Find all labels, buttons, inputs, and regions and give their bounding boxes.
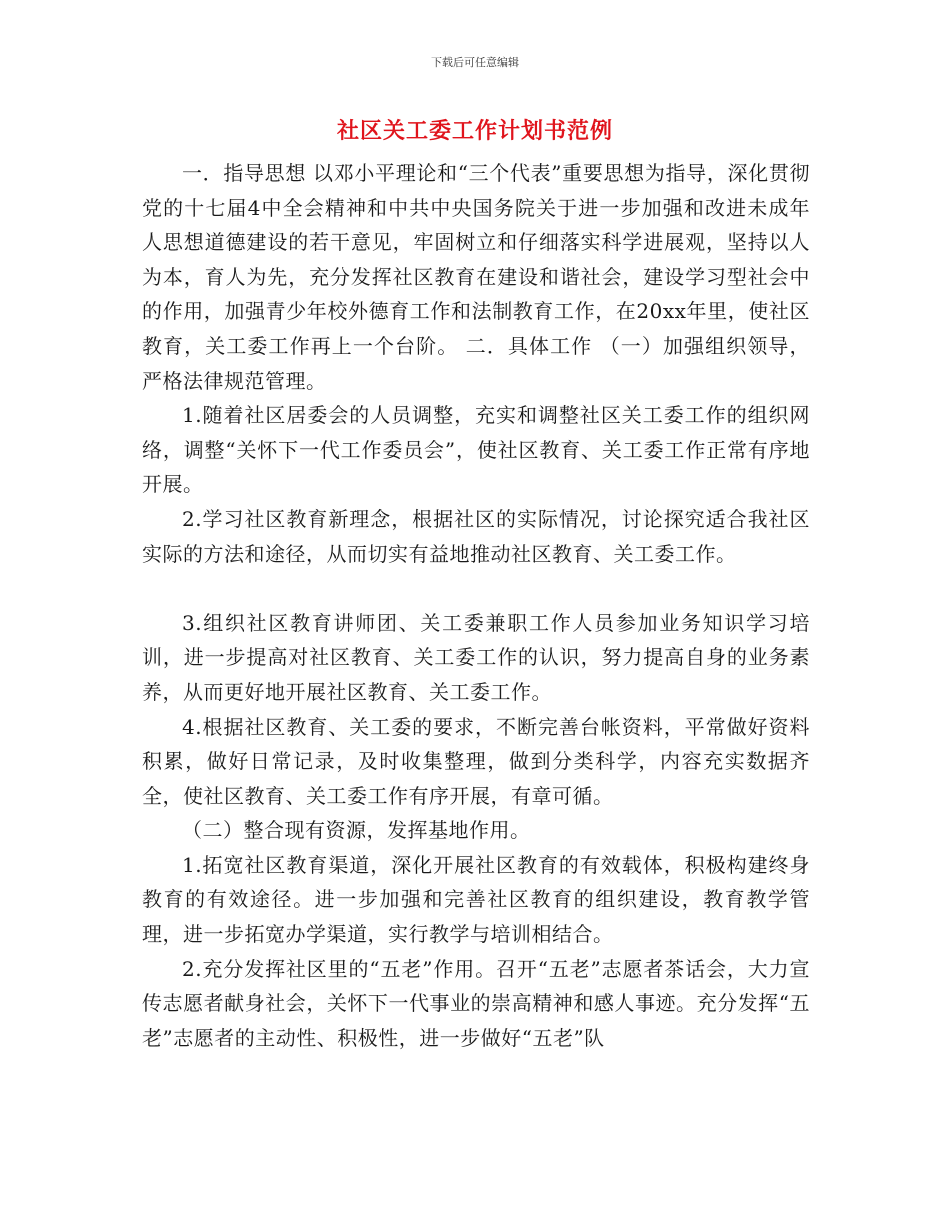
paragraph-section2-item-1: 1.拓宽社区教育渠道，深化开展社区教育的有效载体，积极构建终身教育的有效途径。进一步加强和完善社区教育的组织建设，教育教学管理，进一步拓宽办学渠道，实行教学与培训相结合。 — [142, 852, 810, 947]
paragraph-item-1: 1.随着社区居委会的人员调整，充实和调整社区关工委工作的组织网络，调整“关怀下一代工作委员会”，使社区教育、关工委工作正常有序地开展。 — [142, 403, 810, 497]
header-note: 下载后可任意编辑 — [431, 56, 519, 69]
paragraph-guiding-ideology: 一．指导思想 以邓小平理论和“三个代表”重要思想为指导，深化贯彻党的十七届4中全会精神和中共中央国务院关于进一步加强和改进未成年人思想道德建设的若干意见，牢固树立和仔细落实科学进展观，坚持以人为本，育人为先，充分发挥社区教育在建设和谐社会，建设学习型社会中的作用，加强青少年校外德育工作和法制教育工作，在20xx年里，使社区教育，关工委工作再上一个台阶。 二．具体工作 （一）加强组织领导，严格法律规范管理。 — [142, 161, 810, 393]
paragraph-item-2: 2.学习社区教育新理念，根据社区的实际情况，讨论探究适合我社区实际的方法和途径，从而切实有益地推动社区教育、关工委工作。 — [142, 506, 810, 566]
document-title: 社区关工委工作计划书范例 — [336, 119, 613, 144]
paragraph-item-4: 4.根据社区教育、关工委的要求，不断完善台帐资料，平常做好资料积累，做好日常记录，及时收集整理，做到分类科学，内容充实数据齐全，使社区教育、关工委工作有序开展，有章可循。 — [142, 714, 810, 808]
document-body — [142, 156, 810, 1055]
paragraph-section2-item-2: 2.充分发挥社区里的“五老”作用。召开“五老”志愿者茶话会，大力宣传志愿者献身社会，关怀下一代事业的崇高精神和感人事迹。充分发挥“五老”志愿者的主动性、积极性，进一步做好“五老”队 — [142, 956, 810, 1050]
section-heading-2: （二）整合现有资源，发挥基地作用。 — [182, 818, 531, 843]
paragraph-item-3: 3.组织社区教育讲师团、关工委兼职工作人员参加业务知识学习培训，进一步提高对社区教育、关工委工作的认识，努力提高自身的业务素养，从而更好地开展社区教育、关工委工作。 — [142, 610, 810, 704]
